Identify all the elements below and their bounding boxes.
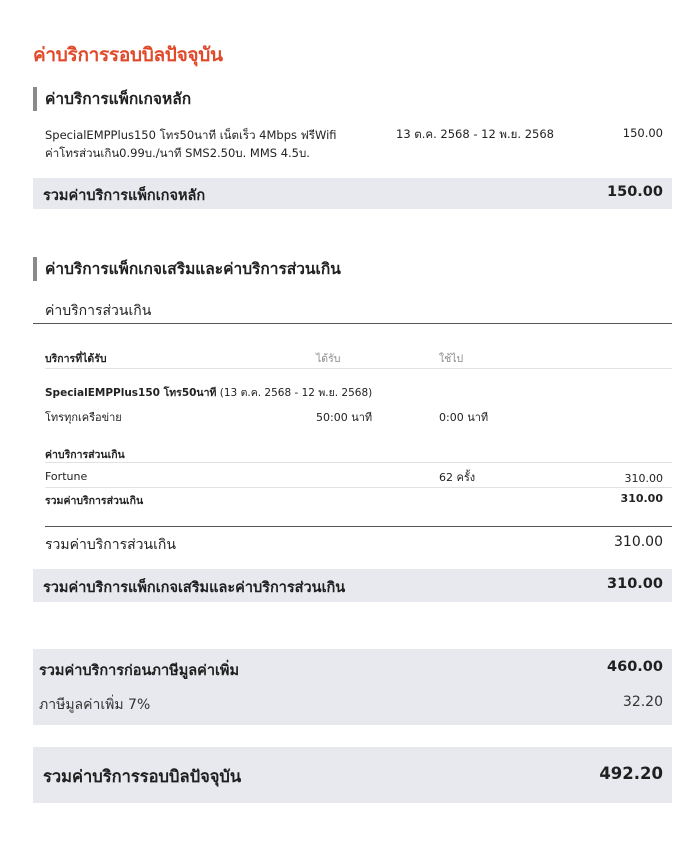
vat-amount: 32.20: [622, 694, 663, 710]
main-package-total-label: รวมค่าบริการแพ็กเกจหลัก: [43, 188, 206, 204]
call-row-label: โทรทุกเครือข่าย: [45, 411, 122, 424]
call-row-used: 0:00 นาที: [439, 411, 489, 424]
pre-vat-amount: 460.00: [607, 659, 663, 675]
package-amount: 150.00: [622, 126, 663, 140]
divider: [33, 323, 672, 324]
overage-sub-heading: ค่าบริการส่วนเกิน: [45, 303, 152, 319]
extra-total-band: [33, 569, 672, 602]
overage-total-amount: 310.00: [614, 534, 663, 550]
usage-package-period: (13 ต.ค. 2568 - 12 พ.ย. 2568): [219, 387, 373, 399]
column-received: ได้รับ: [316, 353, 341, 365]
fortune-row-used: 62 ครั้ง: [439, 471, 476, 484]
extra-package-heading: ค่าบริการแพ็กเกจเสริมและค่าบริการส่วนเกิน: [33, 257, 341, 281]
overage-subtotal-label: รวมค่าบริการส่วนเกิน: [45, 495, 144, 507]
fortune-row-label: Fortune: [45, 470, 88, 483]
divider: [45, 526, 672, 527]
grand-total-band: [33, 747, 672, 803]
divider: [45, 368, 672, 369]
column-used: ใช้ไป: [439, 353, 464, 365]
package-period: 13 ต.ค. 2568 - 12 พ.ย. 2568: [396, 127, 554, 141]
main-package-total-amount: 150.00: [607, 184, 663, 200]
divider: [45, 462, 672, 463]
grand-total-amount: 492.20: [599, 764, 663, 783]
package-description-line1: SpecialEMPPlus150 โทร50นาที เน็ตเร็ว 4Mbps ฟรีWifi: [45, 128, 337, 142]
package-description-line2: ค่าโทรส่วนเกิน0.99บ./นาที SMS2.50บ. MMS 4.5บ.: [45, 146, 310, 160]
column-service: บริการที่ได้รับ: [45, 353, 107, 365]
pre-vat-label: รวมค่าบริการก่อนภาษีมูลค่าเพิ่ม: [39, 663, 240, 679]
divider: [45, 487, 672, 488]
overage-subtotal-amount: 310.00: [620, 492, 663, 505]
usage-package-line: [45, 384, 372, 401]
overage-total-label: รวมค่าบริการส่วนเกิน: [45, 537, 176, 553]
vat-label: ภาษีมูลค่าเพิ่ม 7%: [39, 697, 151, 713]
grand-total-label: รวมค่าบริการรอบบิลปัจจุบัน: [43, 767, 242, 786]
usage-package-name: SpecialEMPPlus150 โทร50นาที: [45, 387, 217, 399]
extra-total-label: รวมค่าบริการแพ็กเกจเสริมและค่าบริการส่วนเกิน: [43, 580, 346, 596]
package-description: [45, 126, 375, 162]
pre-vat-band: [33, 649, 672, 725]
main-package-heading: ค่าบริการแพ็กเกจหลัก: [33, 87, 191, 111]
overage-heading: ค่าบริการส่วนเกิน: [45, 449, 125, 461]
page-title: ค่าบริการรอบบิลปัจจุบัน: [33, 44, 223, 66]
main-package-total-band: [33, 178, 672, 209]
call-row-received: 50:00 นาที: [316, 411, 373, 424]
extra-total-amount: 310.00: [607, 576, 663, 592]
fortune-row-amount: 310.00: [624, 472, 663, 485]
